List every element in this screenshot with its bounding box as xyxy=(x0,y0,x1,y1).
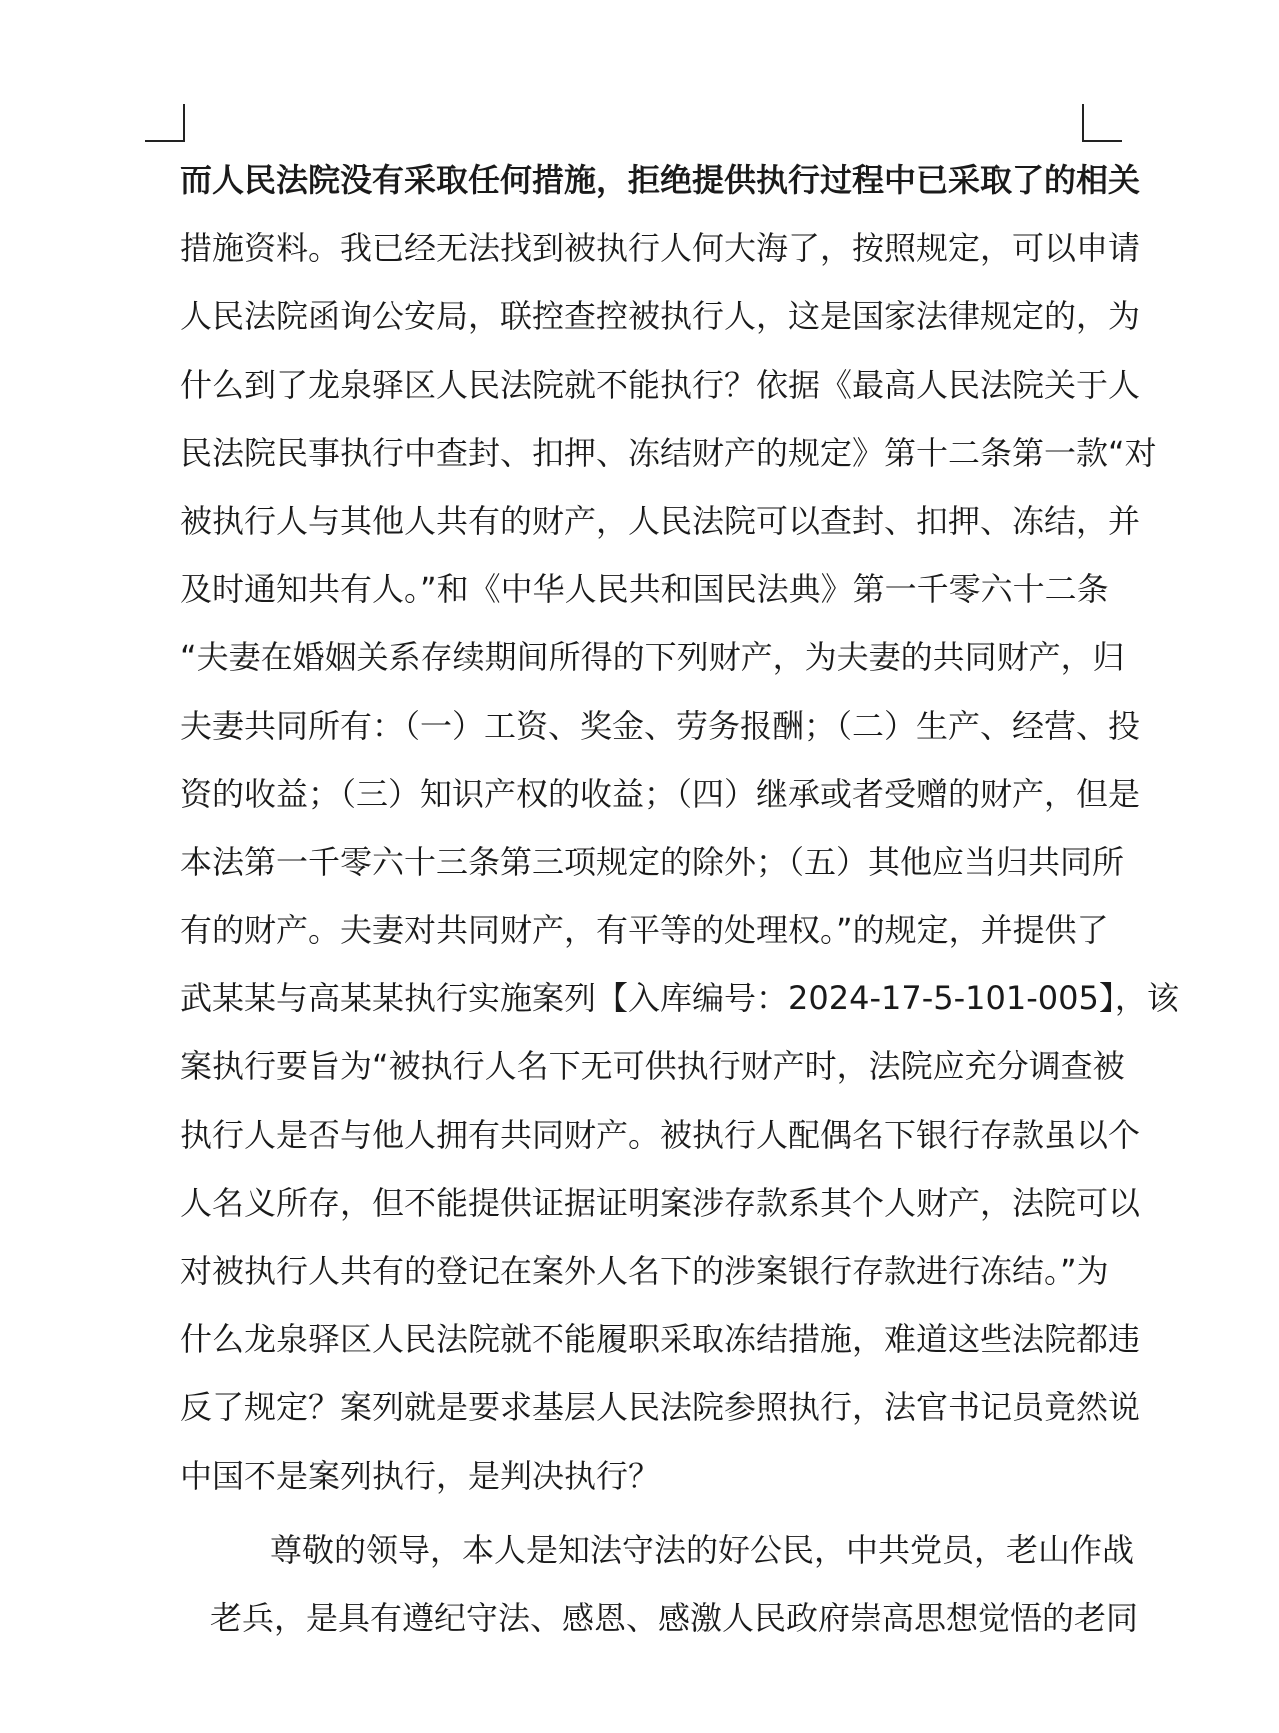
text-line: 老兵，是具有遵纪守法、感恩、感激人民政府崇高思想觉悟的老同 xyxy=(210,1598,1139,1637)
text-line: 案执行要旨为“被执行人名下无可供执行财产时，法院应充分调查被 xyxy=(180,1047,1125,1086)
text-line: 人名义所存，但不能提供证据证明案涉存款系其个人财产，法院可以 xyxy=(180,1183,1141,1222)
text-line: 而人民法院没有采取任何措施，拒绝提供执行过程中已采取了的相关 xyxy=(180,161,1141,199)
text-line: “夫妻在婚姻关系存续期间所得的下列财产，为夫妻的共同财产，归 xyxy=(180,638,1125,677)
document-body xyxy=(180,146,1179,1652)
text-line: 尊敬的领导，本人是知法守法的好公民，中共党员，老山作战 xyxy=(270,1530,1135,1569)
text-line: 夫妻共同所有：（一）工资、奖金、劳务报酬；（二）生产、经营、投 xyxy=(180,706,1141,745)
crop-mark-top-left xyxy=(145,104,185,142)
text-line: 被执行人与其他人共有的财产，人民法院可以查封、扣押、冻结，并 xyxy=(180,501,1141,540)
text-line: 有的财产。夫妻对共同财产，有平等的处理权。”的规定，并提供了 xyxy=(180,911,1109,950)
text-line: 反了规定？案列就是要求基层人民法院参照执行，法官书记员竟然说 xyxy=(180,1388,1141,1427)
crop-mark-top-right xyxy=(1082,104,1122,142)
text-line: 什么到了龙泉驿区人民法院就不能执行？依据《最高人民法院关于人 xyxy=(180,365,1141,404)
text-line: 民法院民事执行中查封、扣押、冻结财产的规定》第十二条第一款“对 xyxy=(180,433,1157,472)
text-line: 资的收益；（三）知识产权的收益；（四）继承或者受赠的财产，但是 xyxy=(180,774,1141,813)
text-line: 本法第一千零六十三条第三项规定的除外；（五）其他应当归共同所 xyxy=(180,842,1125,881)
text-line: 对被执行人共有的登记在案外人名下的涉案银行存款进行冻结。”为 xyxy=(180,1252,1109,1290)
text-line: 什么龙泉驿区人民法院就不能履职采取冻结措施，难道这些法院都违 xyxy=(180,1320,1141,1359)
text-line: 执行人是否与他人拥有共同财产。被执行人配偶名下银行存款虽以个 xyxy=(180,1115,1141,1154)
text-line: 人民法院函询公安局，联控查控被执行人，这是国家法律规定的，为 xyxy=(180,297,1141,336)
text-line: 及时通知共有人。”和《中华人民共和国民法典》第一千零六十二条 xyxy=(180,570,1109,609)
text-line: 武某某与高某某执行实施案列【入库编号：2024-17-5-101-005】，该 xyxy=(180,979,1179,1018)
text-line: 措施资料。我已经无法找到被执行人何大海了，按照规定，可以申请 xyxy=(180,229,1141,268)
text-line: 中国不是案列执行，是判决执行？ xyxy=(180,1456,661,1495)
